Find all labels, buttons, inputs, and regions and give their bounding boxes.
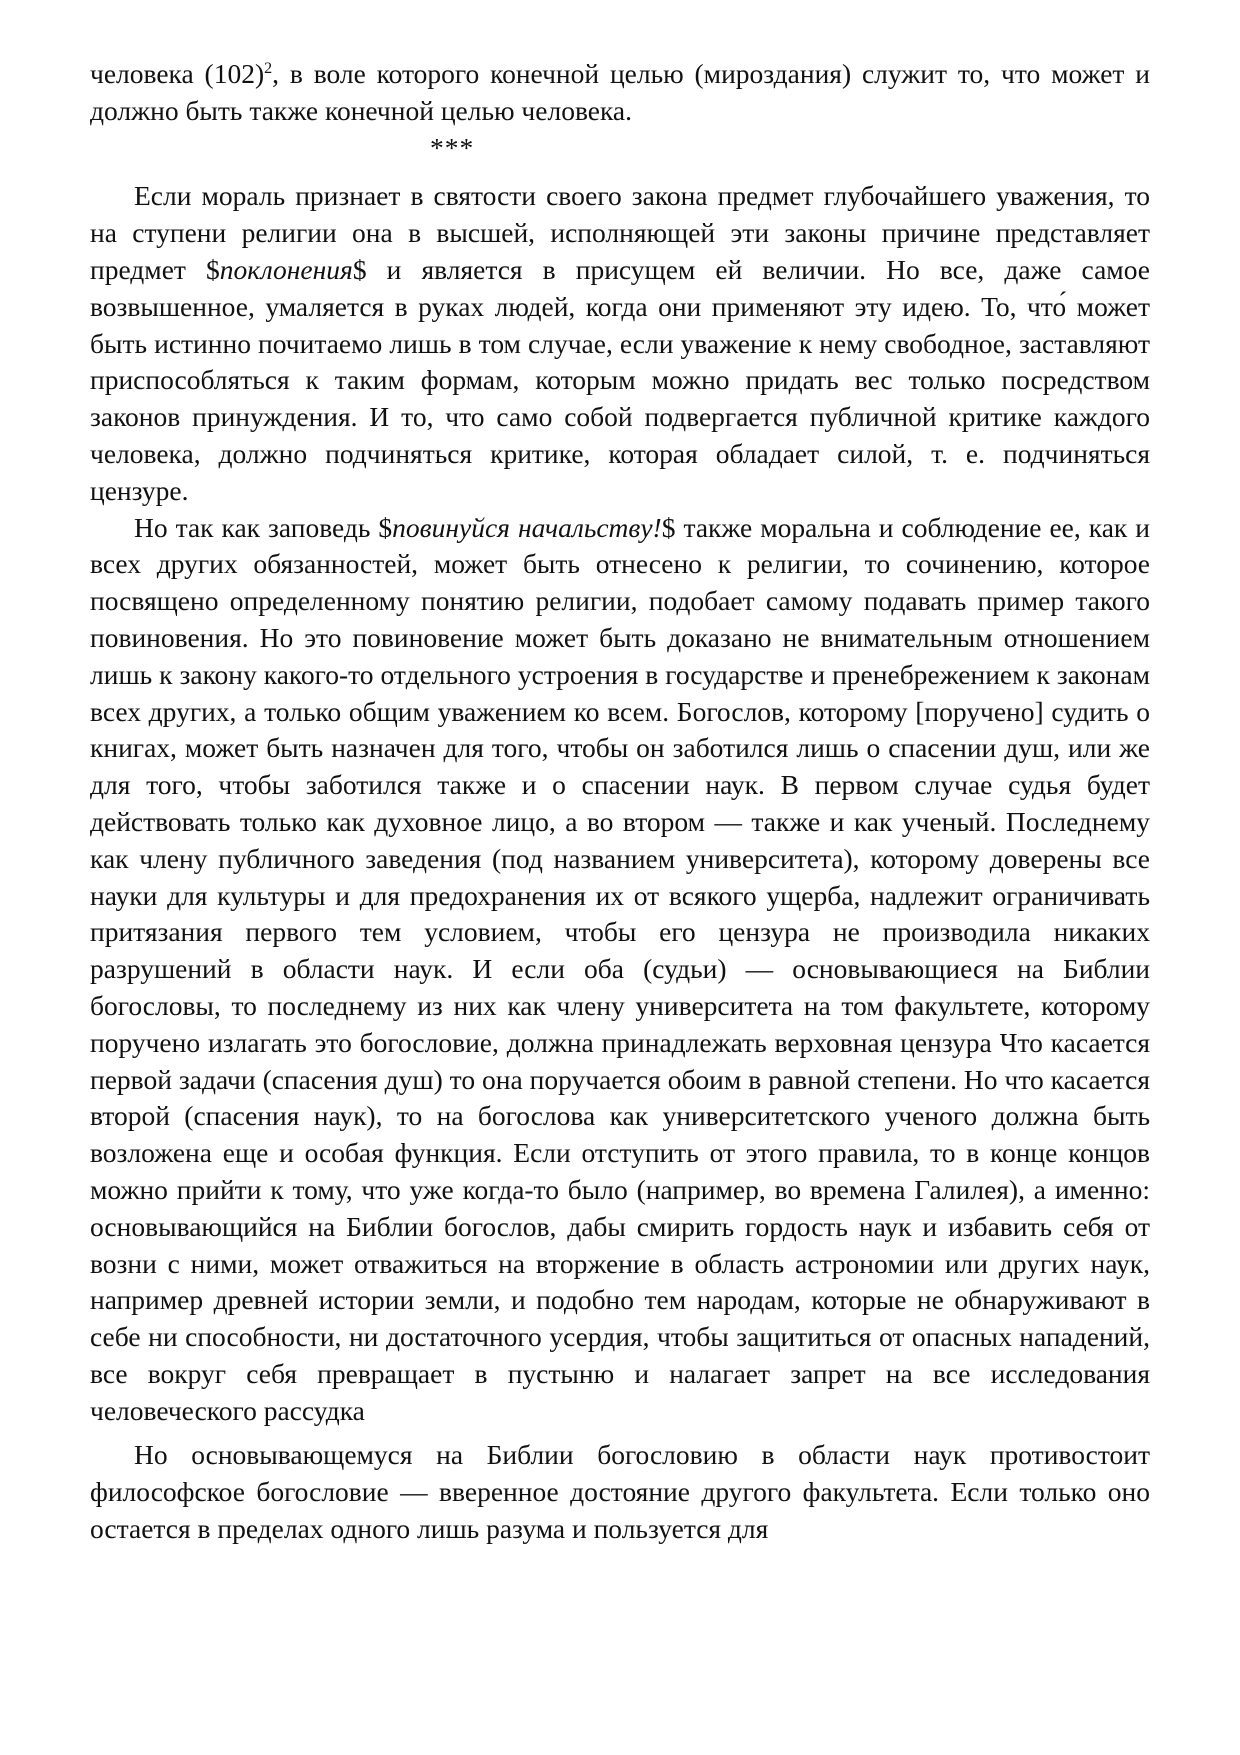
paragraph-morality-start: Если мораль признает в святости своего закона предмет глубочайшего уважения, то на ступени религии она в высшей, исполняющей эти законы причине представляет предмет $ [90, 180, 1150, 285]
paragraph-philosophical-theology [90, 1437, 1150, 1547]
footnote-marker[interactable]: 2 [264, 59, 273, 77]
paragraph-continuation-end: , в воле которого конечной целью (мироздания) служит то, что может и должно быть также конечной целью человека. [90, 58, 1151, 126]
paragraph-continuation-start: человека (102) [90, 58, 265, 89]
paragraph-philosophical-theology-text: Но основывающемуся на Библии богословию в области наук противостоит философское богословие — вверенное достояние другого факультета. Если только оно остается в пределах одного лишь разума и пользуется для [90, 1439, 1150, 1545]
paragraph-continuation [90, 56, 1150, 130]
spacer [90, 1429, 1150, 1437]
paragraph-obedience [90, 510, 1150, 1430]
paragraph-morality [90, 178, 1150, 509]
section-separator: *** [430, 131, 475, 163]
paragraph-morality-end: $ и является в присущем ей величии. Но все, даже самое возвышенное, умаляется в руках людей, когда они применяют эту идею. То, что́ может быть истинно почитаемо лишь в том случае, если уважение к нему свободное, заставляют приспособляться к таким формам, которым можно придать вес только посредством законов принуждения. И то, что само собой подвергается публичной критике каждого человека, должно подчиняться критике, которая обладает силой, т. е. подчиняться цензуре. [90, 253, 1151, 506]
paragraph-obedience-start: Но так как заповедь $ [134, 511, 393, 543]
emphasis-veneration: поклонения [219, 253, 353, 285]
emphasis-obey-authority: повинуйся начальству! [392, 511, 662, 543]
document-page [90, 56, 1150, 1548]
spacer [90, 170, 1150, 178]
paragraph-obedience-end: $ также моральна и соблюдение ее, как и всех других обязанностей, может быть отнесено к религии, то сочинению, которое посвящено определенному понятию религии, подобает самому подавать пример такого повиновения. Но это повиновение может быть доказано не внимательным отношением лишь к закону какого-то отдельного устроения в государстве и пренебрежением к законам всех других, а только общим уважением ко всем. Богослов, которому [поручено] судить о книгах, может быть назначен для того, чтобы он заботился лишь о спасении душ, или же для того, чтобы заботился также и о спасении наук. В первом случае судья будет действовать только как духовное лицо, а во втором — также и как ученый. Последнему как члену публичного заведения (под названием университета), которому доверены все науки для культуры и для предохранения их от всякого ущерба, надлежит ограничивать притязания первого тем условием, чтобы его цензура не производила никаких разрушений в области наук. И если оба (судьи) — основывающиеся на Библии богословы, то последнему из них как члену университета на том факультете, которому поручено излагать это богословие, должна принадлежать верховная цензура Что касается первой задачи (спасения душ) то она поручается обоим в равной степени. Но что касается второй (спасения наук), то на богослова как университетского ученого должна быть возложена еще и особая функция. Если отступить от этого правила, то в конце концов можно прийти к тому, что уже когда-то было (например, во времена Галилея), а именно: основывающийся на Библии богослов, дабы смирить гордость наук и избавить себя от возни с ними, может отважиться на вторжение в область астрономии или других наук, например древней истории земли, и подобно тем народам, которые не обнаруживают в себе ни способности, ни достаточного усердия, чтобы защититься от опасных нападений, все вокруг себя превращает в пустыню и налагает запрет на все исследования человеческого рассудка [90, 511, 1150, 1426]
